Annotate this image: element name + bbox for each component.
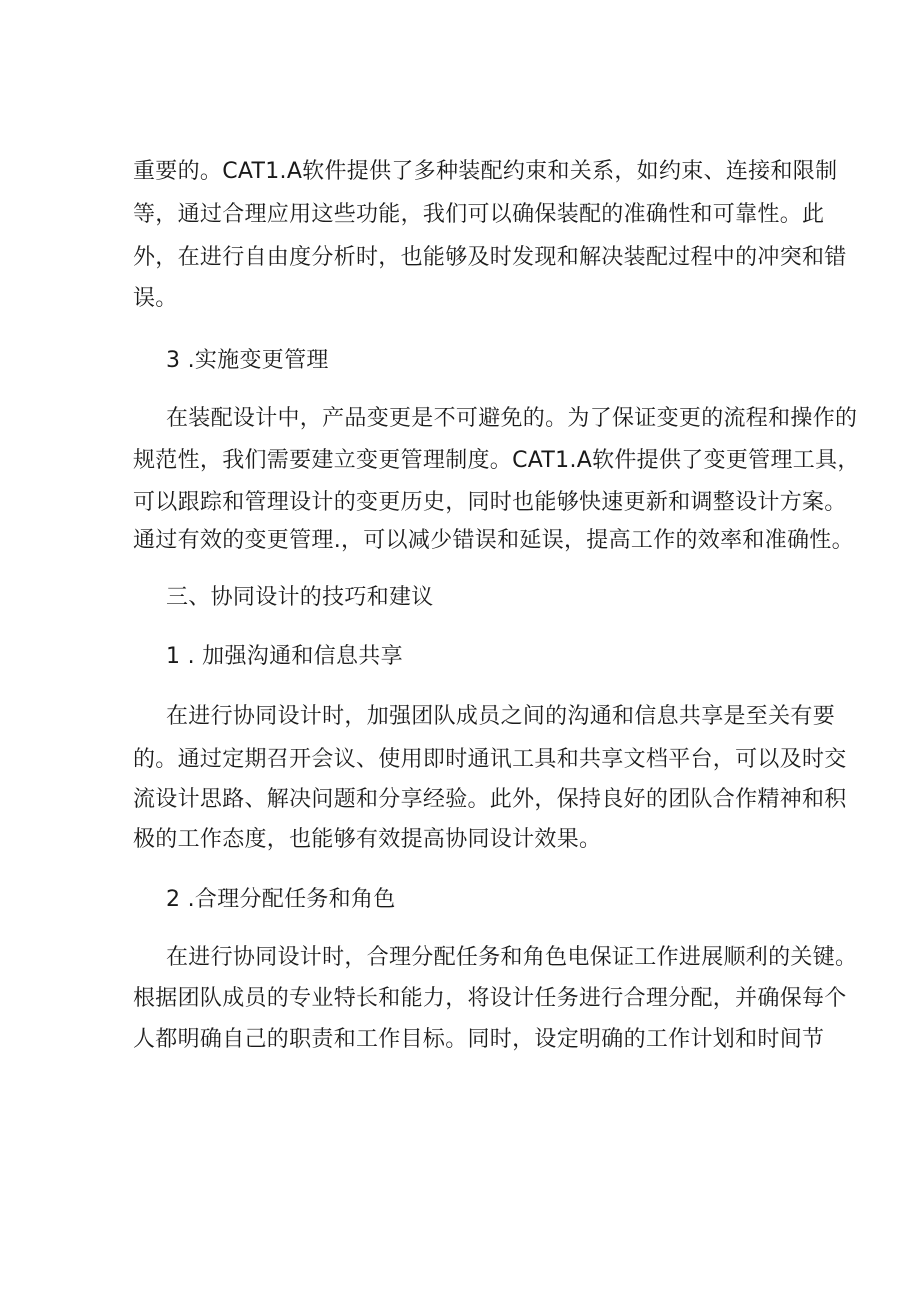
paragraph-2-line-2: 规范性，我们需要建立变更管理制度。CAT1.A软件提供了变更管理工具， xyxy=(133,448,860,473)
section-heading-collaborative-design: 三、协同设计的技巧和建议 xyxy=(166,585,434,610)
paragraph-3-line-4: 极的工作态度，也能够有效提高协同设计效果。 xyxy=(133,827,602,852)
paragraph-1-line-4: 误。 xyxy=(133,286,178,311)
paragraph-2-line-1: 在装配设计中，产品变更是不可避免的。为了保证变更的流程和操作的 xyxy=(166,406,858,431)
paragraph-1-line-3: 外，在进行自由度分析时，也能够及时发现和解决装配过程中的冲突和错 xyxy=(133,245,847,270)
section-heading-change-management: 3 .实施变更管理 xyxy=(166,348,329,373)
paragraph-4-line-1: 在进行协同设计时，合理分配任务和角色电保证工作进展顺利的关键。 xyxy=(166,945,858,970)
subheading-communication: 1 . 加强沟通和信息共享 xyxy=(166,644,403,669)
paragraph-4-line-3: 人都明确自己的职责和工作目标。同时，设定明确的工作计划和时间节 xyxy=(133,1027,825,1052)
paragraph-3-line-2: 的。通过定期召开会议、使用即时通讯工具和共享文档平台，可以及时交 xyxy=(133,747,847,772)
paragraph-2-line-3: 可以跟踪和管理设计的变更历史，同时也能够快速更新和调整设计方案。 xyxy=(133,490,847,515)
paragraph-1-line-1: 重要的。CAT1.A软件提供了多种装配约束和关系，如约束、连接和限制 xyxy=(133,159,838,184)
paragraph-4-line-2: 根据团队成员的专业特长和能力，将设计任务进行合理分配，并确保每个 xyxy=(133,986,847,1011)
subheading-task-allocation: 2 .合理分配任务和角色 xyxy=(166,887,396,912)
paragraph-2-line-4: 通过有效的变更管理.，可以减少错误和延误，提高工作的效率和准确性。 xyxy=(133,528,854,553)
paragraph-3-line-1: 在进行协同设计时，加强团队成员之间的沟通和信息共享是至关有要 xyxy=(166,704,836,729)
paragraph-3-line-3: 流设计思路、解决问题和分享经验。此外，保持良好的团队合作精神和积 xyxy=(133,787,847,812)
paragraph-1-line-2: 等，通过合理应用这些功能，我们可以确保装配的准确性和可靠性。此 xyxy=(133,202,825,227)
